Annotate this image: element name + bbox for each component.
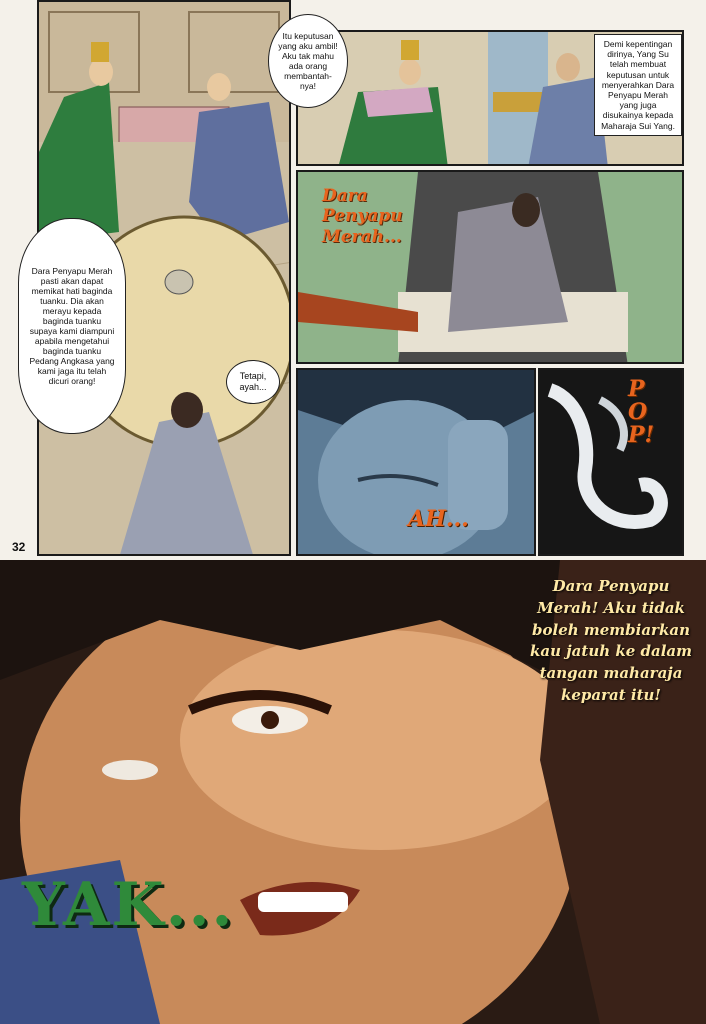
page-number: 32 — [12, 540, 26, 554]
caption-yang-su — [594, 34, 682, 136]
big-narration-text: Dara Penyapu Merah! Aku tidak boleh membiarkan kau jatuh ke dalam tangan maharaja keparat itu! — [530, 577, 693, 704]
speech-bubble-tetapi — [226, 360, 280, 404]
caption-yang-su-text: Demi kepentingan dirinya, Yang Su telah membuat keputusan untuk menyerahkan Dara Penyapu Merah yang juga disukainya kepada Maharaja Sui Yang. — [601, 39, 675, 131]
speech-bubble-decision — [268, 14, 348, 108]
pop-ribbon-art — [540, 370, 684, 556]
sfx-pop: POP! — [628, 376, 655, 449]
thought-dara-text: Dara Penyapu Merah... — [322, 186, 403, 247]
sfx-ah: AH... — [408, 506, 469, 532]
panel-big-face — [0, 560, 706, 1024]
panel-face-closeup — [296, 368, 536, 556]
speech-bubble-decision-text: Itu keputusan yang aku ambil! Aku tak mahu ada orang membantah-nya! — [278, 30, 338, 92]
speech-bubble-dara-long-text: Dara Penyapu Merah pasti akan dapat memikat hati baginda tuanku. Dia akan merayu kepada baginda tuanku supaya kami diampuni apabila mengetahui baginda tuanku Pedang Angkasa yang kami jaga itu telah dicuri orang! — [29, 265, 115, 387]
sfx-yak: YAK... — [22, 870, 235, 940]
speech-bubble-dara-long — [18, 218, 126, 434]
panel-pop-sfx — [538, 368, 684, 556]
panel-hero-on-bed — [296, 170, 684, 364]
speech-bubble-tetapi-text: Tetapi, ayah... — [239, 371, 267, 392]
